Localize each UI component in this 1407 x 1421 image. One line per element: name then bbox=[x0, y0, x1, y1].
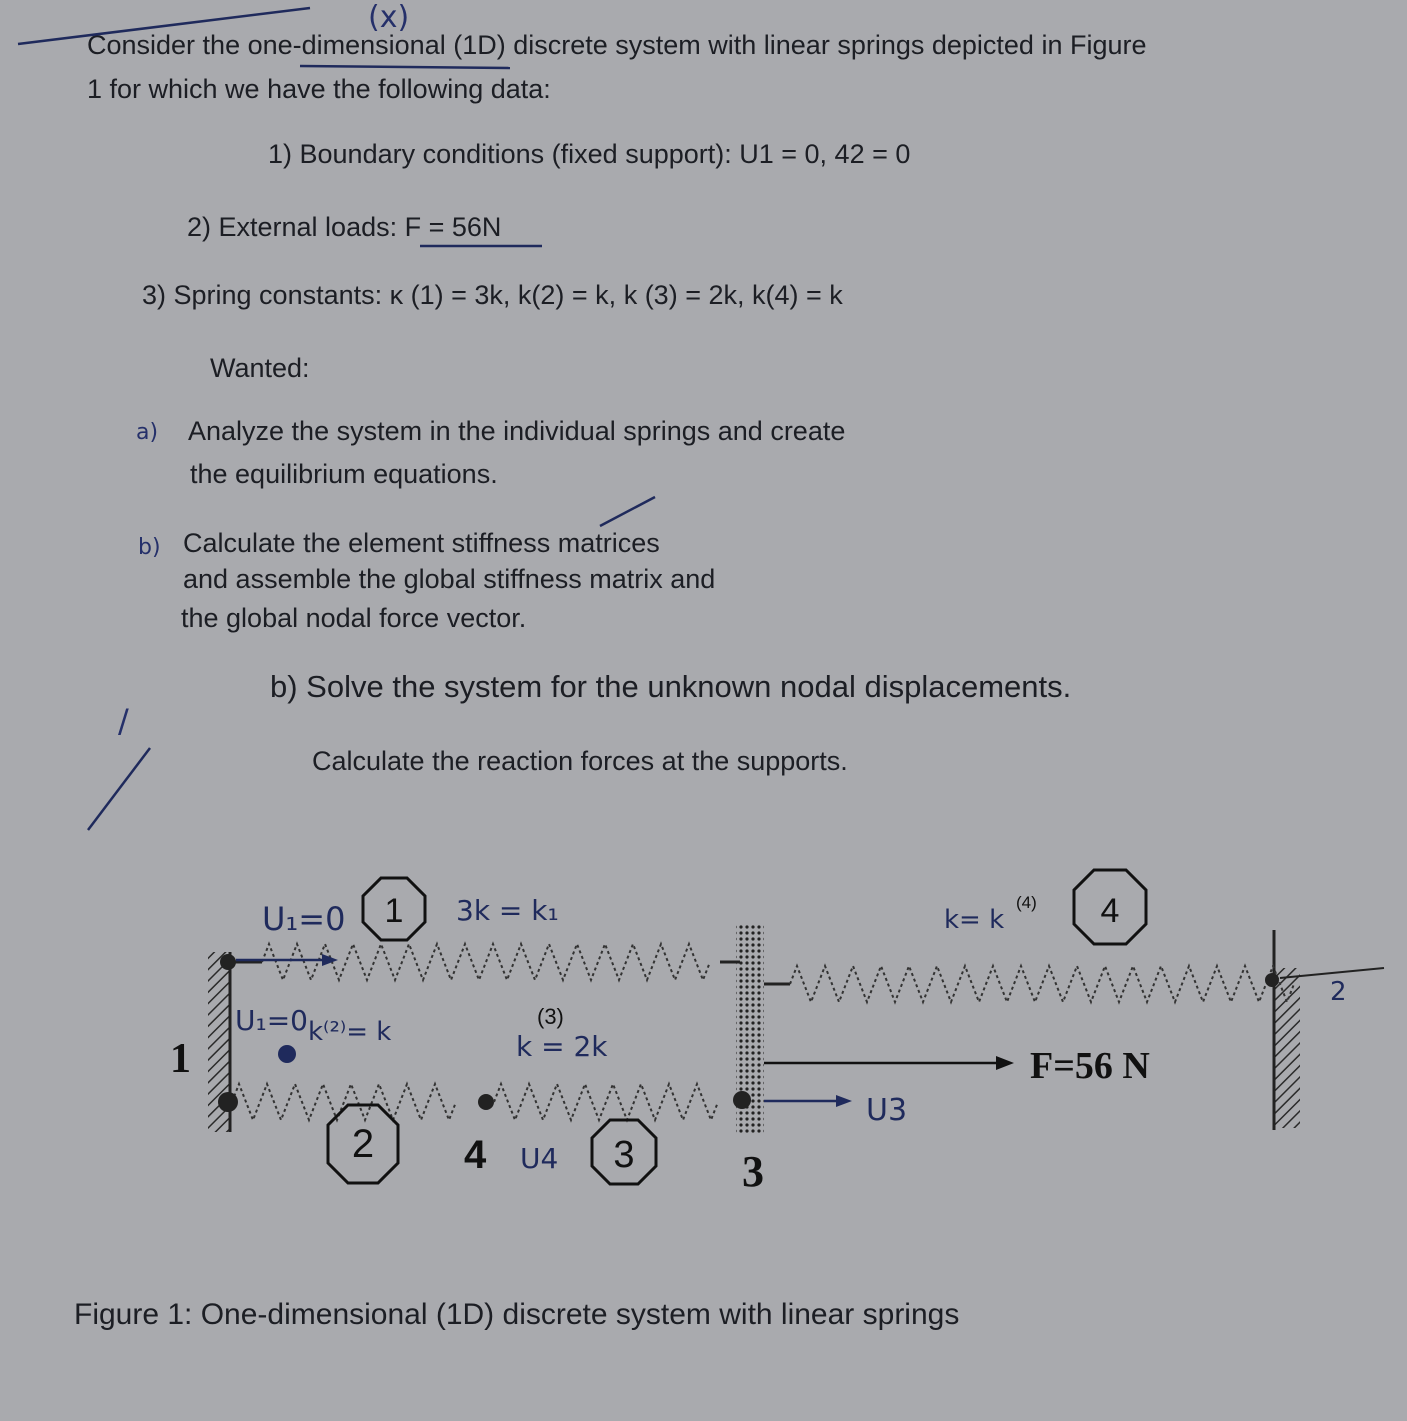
annotation-u1-top: U₁=0 bbox=[262, 900, 346, 938]
right-wall-support bbox=[1274, 968, 1300, 1128]
node-1-top-dot bbox=[220, 954, 236, 970]
task-b-line-3: the global nodal force vector. bbox=[181, 603, 527, 633]
node-4-label: 4 bbox=[464, 1133, 487, 1177]
node-4-dot bbox=[478, 1094, 494, 1110]
spring-constants: 3) Spring constants: κ (1) = 3k, k(2) = k, k (3) = 2k, k(4) = k bbox=[142, 280, 843, 310]
force-label: F=56 N bbox=[1030, 1045, 1150, 1087]
node-1-label: 1 bbox=[170, 1036, 191, 1082]
wanted-heading: Wanted: bbox=[210, 353, 310, 383]
spring-element-4 bbox=[790, 966, 1294, 1002]
element-1-label: 1 bbox=[384, 892, 404, 930]
task-solve-displacements: b) Solve the system for the unknown nodal displacements. bbox=[270, 669, 1072, 704]
task-b-line-2: and assemble the global stiffness matrix and bbox=[183, 564, 716, 594]
annotation-u3: U3 bbox=[866, 1093, 908, 1128]
handwritten-strokes bbox=[18, 8, 655, 830]
task-reaction-forces: Calculate the reaction forces at the supports. bbox=[312, 746, 848, 776]
spring-3-superscript: (3) bbox=[537, 1004, 564, 1029]
annotation-k2: k⁽²⁾= k bbox=[308, 1017, 392, 1047]
node-3-dot bbox=[733, 1091, 751, 1109]
task-b-mark: b) bbox=[138, 535, 161, 560]
annotation-k4: k= k bbox=[944, 905, 1005, 935]
element-4-label: 4 bbox=[1100, 892, 1120, 930]
spring-element-2 bbox=[232, 1084, 456, 1120]
annotation-k1: 3k = k₁ bbox=[456, 894, 559, 927]
spring-element-3 bbox=[494, 1084, 718, 1120]
annotation-k3: k = 2k bbox=[516, 1030, 608, 1063]
external-loads: 2) External loads: F = 56N bbox=[187, 212, 502, 242]
figure-caption: Figure 1: One-dimensional (1D) discrete system with linear springs bbox=[74, 1298, 960, 1331]
node-2-dot bbox=[1265, 973, 1279, 987]
annotation-right-mark: 2 bbox=[1330, 977, 1347, 1007]
annotation-u4: U4 bbox=[520, 1142, 559, 1175]
ink-blot bbox=[278, 1045, 296, 1063]
annotation-u1-left: U₁=0 bbox=[235, 1004, 308, 1037]
node-1-dot bbox=[218, 1092, 238, 1112]
node-3-label: 3 bbox=[742, 1147, 764, 1196]
element-3-label: 3 bbox=[613, 1134, 635, 1176]
element-2-label: 2 bbox=[351, 1122, 375, 1166]
task-a-mark: a) bbox=[136, 420, 159, 445]
spring-4-superscript: (4) bbox=[1016, 893, 1037, 912]
task-d-mark: / bbox=[118, 702, 129, 740]
intro-line-2: 1 for which we have the following data: bbox=[87, 74, 551, 104]
handwritten-x-mark: (x) bbox=[368, 0, 410, 35]
task-b-line-1: Calculate the element stiffness matrices bbox=[183, 528, 660, 558]
task-a-line-1: Analyze the system in the individual springs and create bbox=[188, 416, 846, 446]
intro-line-1: Consider the one-dimensional (1D) discrete system with linear springs depicted in Figure bbox=[87, 30, 1147, 60]
boundary-conditions: 1) Boundary conditions (fixed support): U1 = 0, 42 = 0 bbox=[268, 139, 911, 169]
task-a-line-2: the equilibrium equations. bbox=[190, 459, 498, 489]
